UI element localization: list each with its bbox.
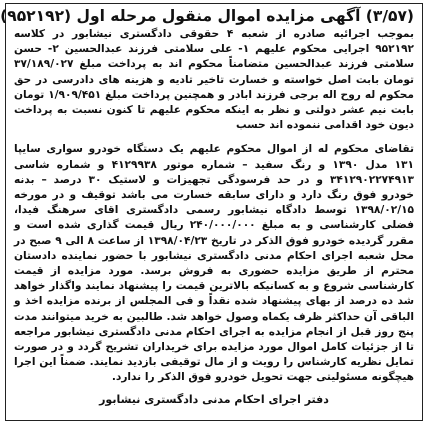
notice-paragraph-1: بموجب اجرائیه صادره از شعبه ۴ حقوقی دادگستری نیشابور در کلاسه ۹۵۲۱۹۲ اجرایی محکوم علیهم ۱- علی سلامتی فرزند عبدالحسین ۲- حسن سلامتی فرزند عبدالحسین متضامناً محکوم اند به پرداخت مبلغ ۳۷/۱۸۹/۰۲۷ تومان بابت اصل خواسته و خسارت تاخیر تادیه و هزینه های دادرسی در حق محکوم له روح اله برجی فرزند ابادر و همچنین پرداخت مبلغ ۱/۹۰۹/۴۵۱ تومان بابت نیم عشر دولتی و نظر به اینکه محکوم علیهم تا کنون نسبت به پرداخت دیون خود اقدامی ننموده اند حسب [14, 28, 414, 132]
auction-notice [0, 3, 423, 421]
notice-paragraph-2: تقاضای محکوم له از اموال محکوم علیهم یک دستگاه خودرو سواری سایپا ۱۳۱ مدل ۱۳۹۰ و رنگ سفید – شماره موتور ۴۱۲۹۹۳۸ و شماره شاسی ۳۴۱۲۹۰۲۲۷۴۹۱۳ و در حد فرسودگی تجهیزات و لاستیک ۳۰ درصد – بدنه خودرو فوق رنگ دارد و دارای سابقه خسارت می باشد توقیف و در مورخه ۱۳۹۸/۰۲/۱۵ توسط دادگاه نیشابور رسمی دادگستری اقای سرهنگ فیدا، فضلی کارشناسی و به مبلغ ۲۴۰/۰۰۰/۰۰۰ ریال قیمت گذاری شده است و مقرر گردیده خودرو فوق الذکر در تاریخ ۱۳۹۸/۰۴/۲۳ از ساعت ۸ الی ۹ صبح در محل شعبه اجرای احکام مدنی دادگستری نیشابور با حضور نماینده دادستان محترم از طریق مزایده حضوری به فروش برسد. مورد مزایده از قیمت کارشناسی شروع و به کسانیکه بالاترین قیمت را پیشنهاد نمایند واگذار خواهد شد ده درصد از بهای پیشنهاد شده نقداً و فی المجلس از برنده مزایده اخذ و الباقی آن حداکثر ظرف یکماه وصول خواهد شد. طالبین به خرید میتوانند مدت پنج روز قبل از انجام مزایده به اجرای احکام مدنی دادگستری نیشابور مراجعه تا از جزئیات کامل اموال مورد مزایده برای خریداران تشریح گردد و در صورت تمایل نظریه کارشناس را رویت و از مال توقیفی بازدید نمایند. ضمناً این اجرا هیچگونه مسئولیتی جهت تحویل خودرو فوق الذکر را ندارد. [14, 143, 415, 384]
notice-signature: دفتر اجرای احکام مدنی دادگستری نیشابور [99, 392, 329, 406]
notice-title: (۳/۵۷) آگهی مزایده اموال منقول مرحله اول (۹۵۲۱۹۲) [0, 7, 414, 25]
